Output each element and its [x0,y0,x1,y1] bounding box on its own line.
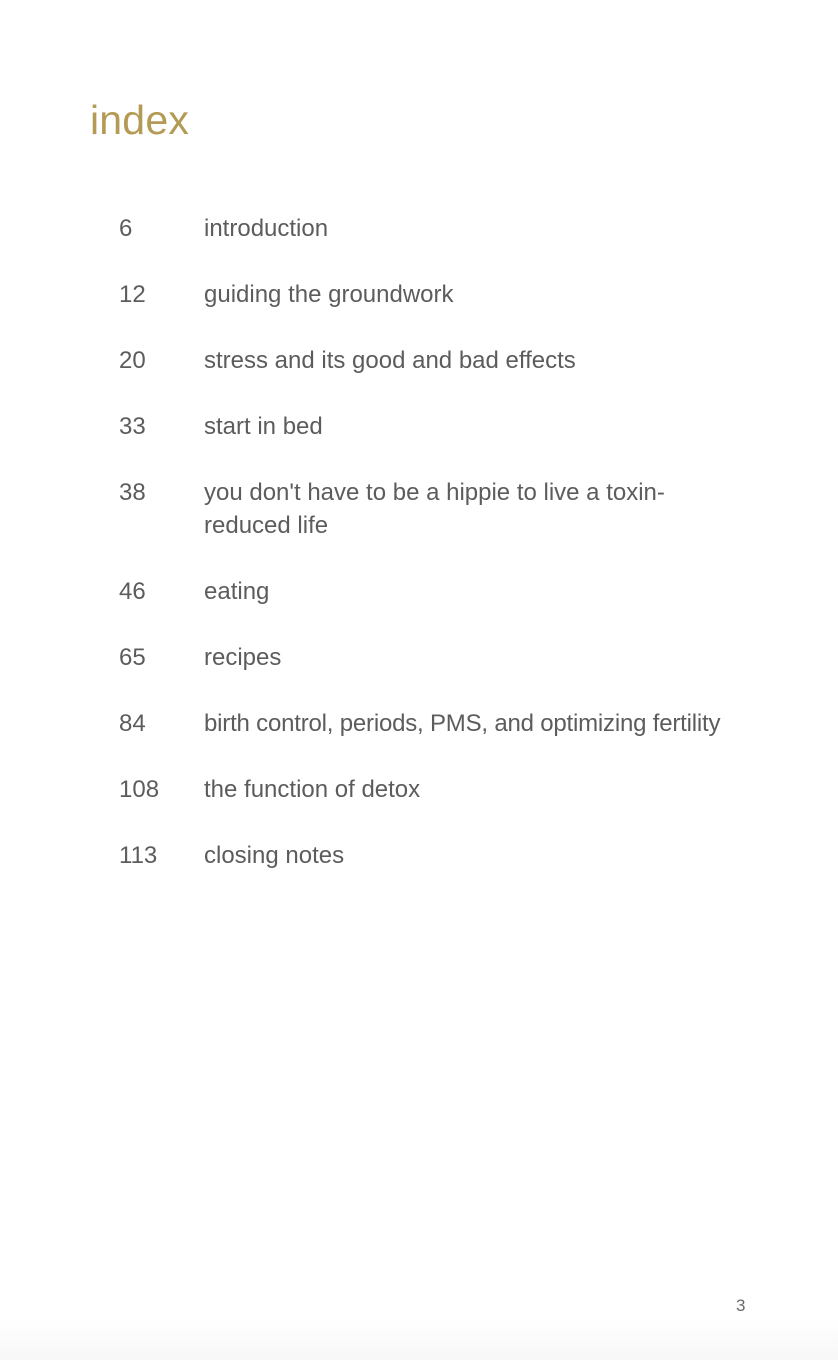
toc-entry [119,476,779,542]
toc-entry-title: recipes [204,644,282,671]
toc-entry-title: stress and its good and bad effects [204,347,576,374]
toc-page-number: 20 [119,347,146,374]
page-title: index [90,97,190,143]
toc-entry [119,707,779,740]
toc-entry-title: guiding the groundwork [204,281,454,308]
toc-page-number: 113 [119,842,158,869]
toc-entry [119,410,779,443]
toc-page-number: 12 [119,281,146,308]
toc-entry-title: birth control, periods, PMS, and optimizing fertility [204,710,721,737]
table-of-contents [119,212,779,905]
page-number: 3 [736,1296,746,1315]
toc-entry [119,641,779,674]
toc-entry [119,344,779,377]
toc-page-number: 84 [119,710,146,737]
toc-page-number: 46 [119,578,146,605]
toc-entry [119,278,779,311]
toc-page-number: 38 [119,479,146,506]
toc-page-number: 33 [119,413,146,440]
toc-entry-title: introduction [204,215,329,242]
toc-entry-title: start in bed [204,413,323,440]
toc-entry-title: the function of detox [204,776,421,803]
toc-entry [119,773,779,806]
toc-page-number: 6 [119,215,133,242]
toc-entry-title: you don't have to be a hippie to live a toxin-reduced life [204,479,665,539]
toc-page-number: 65 [119,644,146,671]
toc-entry [119,575,779,608]
toc-entry [119,212,779,245]
toc-entry-title: eating [204,578,270,605]
toc-page-number: 108 [119,776,160,803]
toc-entry-title: closing notes [204,842,345,869]
toc-entry [119,839,779,872]
